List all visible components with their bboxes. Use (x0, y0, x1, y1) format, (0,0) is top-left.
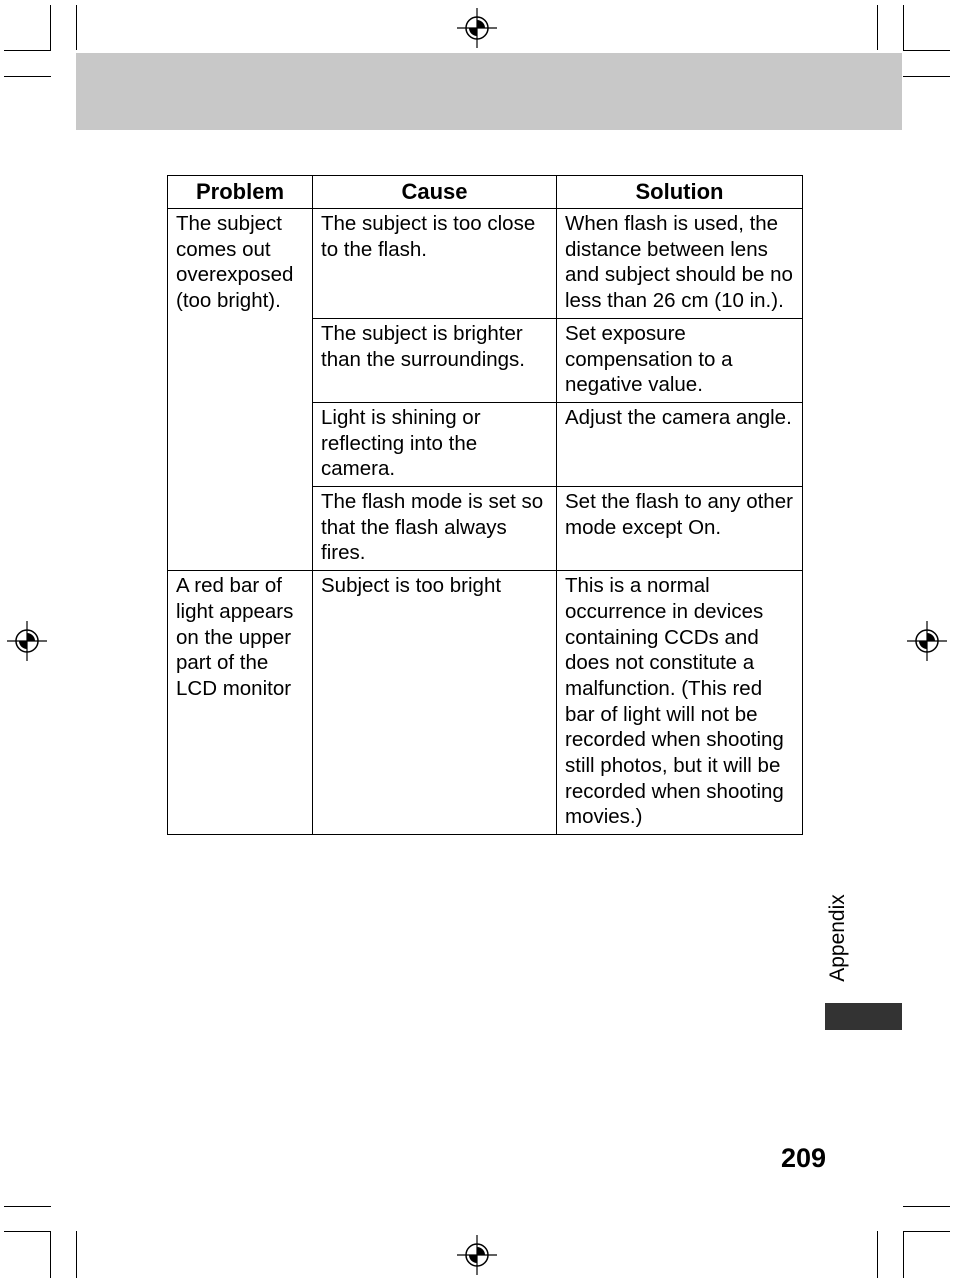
table-header-row (168, 176, 803, 209)
solution-cell: This is a normal occurrence in devices containing CCDs and does not constitute a malfunction. (This red bar of light will not be recorded when shooting still photos, but it will be recorded when shooting movies.) (557, 571, 803, 835)
cause-cell: Light is shining or reflecting into the camera. (313, 402, 557, 486)
crop-mark (50, 1231, 51, 1278)
troubleshooting-table (167, 175, 803, 835)
solution-cell: Set the flash to any other mode except On. (557, 487, 803, 571)
crop-mark (903, 5, 904, 50)
crop-mark (903, 76, 950, 77)
problem-cell: The subject comes out overexposed (too bright). (168, 209, 313, 571)
column-header-solution: Solution (557, 176, 803, 209)
registration-mark-icon (7, 621, 47, 661)
crop-mark (903, 50, 950, 51)
crop-mark (4, 1206, 51, 1207)
crop-mark (903, 1206, 950, 1207)
page-number: 209 (780, 1143, 826, 1173)
cause-cell: Subject is too bright (313, 571, 557, 835)
column-header-cause: Cause (313, 176, 557, 209)
crop-mark (76, 1231, 77, 1278)
crop-mark (4, 1231, 51, 1232)
crop-mark (903, 1231, 950, 1232)
cause-cell: The subject is too close to the flash. (313, 209, 557, 319)
cause-cell: The subject is brighter than the surroundings. (313, 318, 557, 402)
solution-cell: When flash is used, the distance between lens and subject should be no less than 26 cm (10 in.). (557, 209, 803, 319)
section-label-text: Appendix (826, 893, 849, 982)
problem-cell: A red bar of light appears on the upper part of the LCD monitor (168, 571, 313, 835)
header-band (76, 53, 902, 130)
crop-mark (903, 1231, 904, 1278)
crop-mark (76, 5, 77, 50)
section-label (818, 880, 858, 995)
crop-mark (4, 50, 51, 51)
table-row (168, 571, 803, 835)
column-header-problem: Problem (168, 176, 313, 209)
cause-cell: The flash mode is set so that the flash always fires. (313, 487, 557, 571)
crop-mark (50, 5, 51, 50)
crop-mark (877, 5, 878, 50)
solution-cell: Set exposure compensation to a negative value. (557, 318, 803, 402)
registration-mark-icon (457, 1235, 497, 1275)
registration-mark-icon (907, 621, 947, 661)
section-tab (825, 1003, 902, 1030)
solution-cell: Adjust the camera angle. (557, 402, 803, 486)
crop-mark (877, 1231, 878, 1278)
table-row (168, 209, 803, 319)
crop-mark (4, 76, 51, 77)
registration-mark-icon (457, 8, 497, 48)
